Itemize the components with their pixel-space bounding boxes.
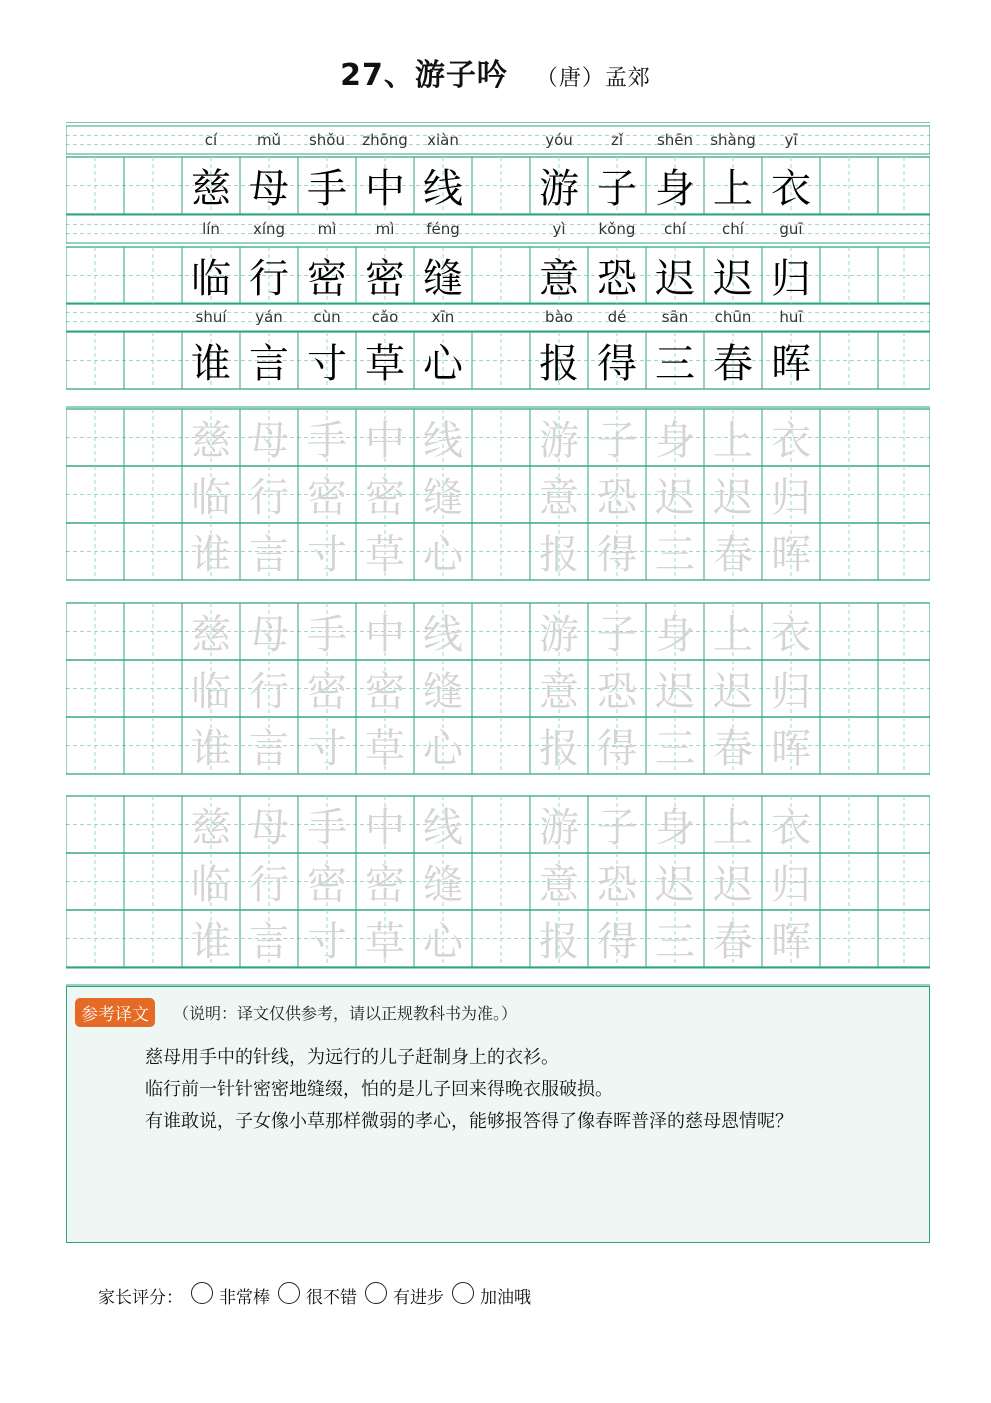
pinyin-label: guī	[779, 220, 803, 238]
character-cell[interactable]: 缝	[423, 256, 463, 302]
poem-title: 游子吟	[414, 58, 508, 93]
trace-character[interactable]: 寸	[307, 726, 347, 772]
trace-character[interactable]: 得	[597, 919, 637, 965]
trace-character[interactable]: 衣	[771, 418, 811, 464]
trace-character[interactable]: 言	[249, 726, 289, 772]
pinyin-label: yì	[552, 220, 566, 238]
trace-character[interactable]: 归	[771, 862, 811, 908]
character-cell[interactable]: 线	[423, 166, 463, 212]
trace-character[interactable]: 手	[307, 418, 347, 464]
trace-character[interactable]: 母	[249, 805, 289, 851]
trace-character[interactable]: 母	[249, 418, 289, 464]
character-cell[interactable]: 子	[597, 166, 637, 212]
character-cell[interactable]: 母	[249, 166, 289, 212]
trace-character[interactable]: 报	[539, 532, 579, 578]
character-cell[interactable]: 晖	[771, 341, 811, 387]
poem-author	[536, 66, 651, 91]
trace-character[interactable]: 言	[249, 532, 289, 578]
trace-character[interactable]: 得	[597, 532, 637, 578]
trace-character[interactable]: 上	[713, 612, 753, 658]
rating-option-circle[interactable]	[191, 1282, 213, 1304]
translation-line: 慈母用手中的针线，为远行的儿子赶制身上的衣衫。	[145, 1047, 559, 1068]
parent-rating	[98, 1282, 531, 1308]
pinyin-label: yī	[784, 131, 798, 149]
trace-character[interactable]: 中	[365, 805, 405, 851]
trace-character[interactable]: 线	[423, 612, 463, 658]
translation-line: 有谁敢说，子女像小草那样微弱的孝心，能够报答得了像春晖普泽的慈母恩情呢？	[145, 1111, 793, 1132]
trace-character[interactable]: 游	[539, 612, 579, 658]
trace-character[interactable]: 线	[423, 418, 463, 464]
pinyin-label: kǒng	[598, 220, 636, 238]
pinyin-label: shuí	[195, 308, 227, 326]
trace-character[interactable]: 春	[713, 532, 753, 578]
rating-option-circle[interactable]	[278, 1282, 300, 1304]
pinyin-label: shēn	[656, 131, 694, 149]
trace-character[interactable]: 密	[365, 669, 405, 715]
trace-character[interactable]: 身	[655, 612, 695, 658]
trace-character[interactable]: 归	[771, 475, 811, 521]
trace-character[interactable]: 意	[539, 475, 579, 521]
trace-character[interactable]: 迟	[655, 862, 695, 908]
character-cell[interactable]: 临	[191, 256, 231, 302]
dynasty: （唐）	[535, 66, 605, 91]
trace-character[interactable]: 报	[539, 726, 579, 772]
reference-translation-box	[66, 986, 930, 1243]
trace-character[interactable]: 恐	[597, 669, 637, 715]
trace-character[interactable]: 得	[597, 726, 637, 772]
pinyin-label: zhōng	[362, 131, 408, 149]
trace-character[interactable]: 报	[539, 919, 579, 965]
trace-character[interactable]: 春	[713, 726, 753, 772]
trace-character[interactable]: 密	[307, 475, 347, 521]
character-cell[interactable]: 身	[655, 166, 695, 212]
pinyin-label: shàng	[710, 131, 756, 149]
trace-character[interactable]: 晖	[771, 532, 811, 578]
trace-character[interactable]: 谁	[191, 919, 231, 965]
reference-tag: 参考译文	[75, 998, 155, 1027]
character-cell[interactable]: 意	[539, 256, 579, 302]
character-cell[interactable]: 中	[365, 166, 405, 212]
trace-character[interactable]: 晖	[771, 919, 811, 965]
trace-character[interactable]: 衣	[771, 805, 811, 851]
author-name: 孟郊	[604, 66, 651, 91]
trace-character[interactable]: 心	[423, 919, 463, 965]
trace-character[interactable]: 子	[597, 418, 637, 464]
trace-character[interactable]: 上	[713, 805, 753, 851]
trace-character[interactable]: 迟	[655, 669, 695, 715]
character-cell[interactable]: 行	[249, 256, 289, 302]
pinyin-label: chí	[722, 220, 744, 238]
trace-character[interactable]: 草	[365, 532, 405, 578]
character-cell[interactable]: 三	[655, 341, 695, 387]
pinyin-label: shǒu	[308, 131, 345, 149]
trace-character[interactable]: 恐	[597, 862, 637, 908]
pinyin-label: dé	[607, 308, 627, 326]
trace-character[interactable]: 身	[655, 805, 695, 851]
trace-character[interactable]: 行	[249, 862, 289, 908]
trace-character[interactable]: 子	[597, 805, 637, 851]
pinyin-label: huī	[779, 308, 803, 326]
trace-character[interactable]: 意	[539, 669, 579, 715]
character-cell[interactable]: 得	[597, 341, 637, 387]
pinyin-label: xíng	[252, 220, 286, 238]
character-cell[interactable]: 密	[365, 256, 405, 302]
trace-character[interactable]: 缝	[423, 475, 463, 521]
pinyin-label: mì	[317, 220, 337, 238]
pinyin-label: féng	[426, 220, 460, 238]
character-cell[interactable]: 言	[249, 341, 289, 387]
trace-character[interactable]: 寸	[307, 532, 347, 578]
pinyin-label: mǔ	[256, 131, 282, 149]
pinyin-label: bào	[545, 308, 573, 326]
trace-character[interactable]: 临	[191, 475, 231, 521]
pinyin-label: yóu	[545, 131, 573, 149]
trace-character[interactable]: 缝	[423, 862, 463, 908]
trace-character[interactable]: 密	[307, 669, 347, 715]
page-title	[0, 50, 991, 94]
character-cell[interactable]: 心	[423, 341, 463, 387]
trace-character[interactable]: 恐	[597, 475, 637, 521]
trace-character[interactable]: 母	[249, 612, 289, 658]
trace-character[interactable]: 子	[597, 612, 637, 658]
rating-option-label: 有进步	[393, 1287, 444, 1308]
trace-character[interactable]: 三	[655, 532, 695, 578]
pinyin-label: sān	[661, 308, 689, 326]
pinyin-label: xīn	[431, 308, 455, 326]
trace-character[interactable]: 中	[365, 612, 405, 658]
trace-character[interactable]: 草	[365, 726, 405, 772]
character-cell[interactable]: 草	[365, 341, 405, 387]
trace-character[interactable]: 临	[191, 862, 231, 908]
trace-character[interactable]: 迟	[655, 475, 695, 521]
rating-option-label: 很不错	[306, 1287, 357, 1308]
trace-character[interactable]: 慈	[191, 612, 231, 658]
trace-character[interactable]: 寸	[307, 919, 347, 965]
character-cell[interactable]: 手	[307, 166, 347, 212]
pinyin-label: chūn	[714, 308, 752, 326]
character-cell[interactable]: 寸	[307, 341, 347, 387]
trace-character[interactable]: 归	[771, 669, 811, 715]
character-cell[interactable]: 密	[307, 256, 347, 302]
character-cell[interactable]: 游	[539, 166, 579, 212]
trace-character[interactable]: 密	[365, 862, 405, 908]
translation-line: 临行前一针针密密地缝缀，怕的是儿子回来得晚衣服破损。	[145, 1079, 613, 1100]
trace-character[interactable]: 身	[655, 418, 695, 464]
character-cell[interactable]: 恐	[597, 256, 637, 302]
trace-character[interactable]: 中	[365, 418, 405, 464]
rating-option-circle[interactable]	[365, 1282, 387, 1304]
trace-character[interactable]: 心	[423, 726, 463, 772]
trace-character[interactable]: 行	[249, 475, 289, 521]
trace-character[interactable]: 游	[539, 805, 579, 851]
trace-character[interactable]: 春	[713, 919, 753, 965]
trace-character[interactable]: 手	[307, 805, 347, 851]
trace-character[interactable]: 手	[307, 612, 347, 658]
trace-character[interactable]: 游	[539, 418, 579, 464]
character-cell[interactable]: 迟	[655, 256, 695, 302]
rating-label: 家长评分：	[98, 1287, 183, 1308]
trace-character[interactable]: 迟	[713, 862, 753, 908]
trace-character[interactable]: 慈	[191, 418, 231, 464]
trace-character[interactable]: 心	[423, 532, 463, 578]
practice-grid	[66, 122, 930, 986]
pinyin-label: zǐ	[610, 131, 624, 149]
character-cell[interactable]: 谁	[191, 341, 231, 387]
character-cell[interactable]: 衣	[771, 166, 811, 212]
trace-character[interactable]: 临	[191, 669, 231, 715]
trace-character[interactable]: 三	[655, 919, 695, 965]
trace-character[interactable]: 三	[655, 726, 695, 772]
pinyin-label: xiàn	[427, 131, 459, 149]
pinyin-label: lín	[202, 220, 220, 238]
trace-character[interactable]: 密	[365, 475, 405, 521]
trace-character[interactable]: 慈	[191, 805, 231, 851]
character-cell[interactable]: 上	[713, 166, 753, 212]
trace-character[interactable]: 密	[307, 862, 347, 908]
character-cell[interactable]: 迟	[713, 256, 753, 302]
pinyin-label: cí	[204, 131, 218, 149]
pinyin-label: chí	[664, 220, 686, 238]
rating-option-circle[interactable]	[452, 1282, 474, 1304]
trace-character[interactable]: 迟	[713, 669, 753, 715]
trace-character[interactable]: 上	[713, 418, 753, 464]
trace-character[interactable]: 缝	[423, 669, 463, 715]
trace-character[interactable]: 线	[423, 805, 463, 851]
pinyin-label: yán	[255, 308, 283, 326]
character-cell[interactable]: 归	[771, 256, 811, 302]
character-cell[interactable]: 春	[713, 341, 753, 387]
trace-character[interactable]: 草	[365, 919, 405, 965]
trace-character[interactable]: 谁	[191, 726, 231, 772]
pinyin-label: mì	[375, 220, 395, 238]
rating-option-label: 非常棒	[219, 1287, 270, 1308]
trace-character[interactable]: 晖	[771, 726, 811, 772]
trace-character[interactable]: 意	[539, 862, 579, 908]
character-cell[interactable]: 慈	[191, 166, 231, 212]
reference-note: （说明：译文仅供参考，请以正规教科书为准。）	[173, 1004, 518, 1023]
pinyin-label: cǎo	[371, 308, 399, 326]
trace-character[interactable]: 言	[249, 919, 289, 965]
character-cell[interactable]: 报	[539, 341, 579, 387]
rating-option-label: 加油哦	[480, 1287, 531, 1308]
trace-character[interactable]: 谁	[191, 532, 231, 578]
lesson-number: 27、	[340, 58, 415, 93]
trace-character[interactable]: 衣	[771, 612, 811, 658]
pinyin-label: cùn	[313, 308, 341, 326]
trace-character[interactable]: 迟	[713, 475, 753, 521]
trace-character[interactable]: 行	[249, 669, 289, 715]
